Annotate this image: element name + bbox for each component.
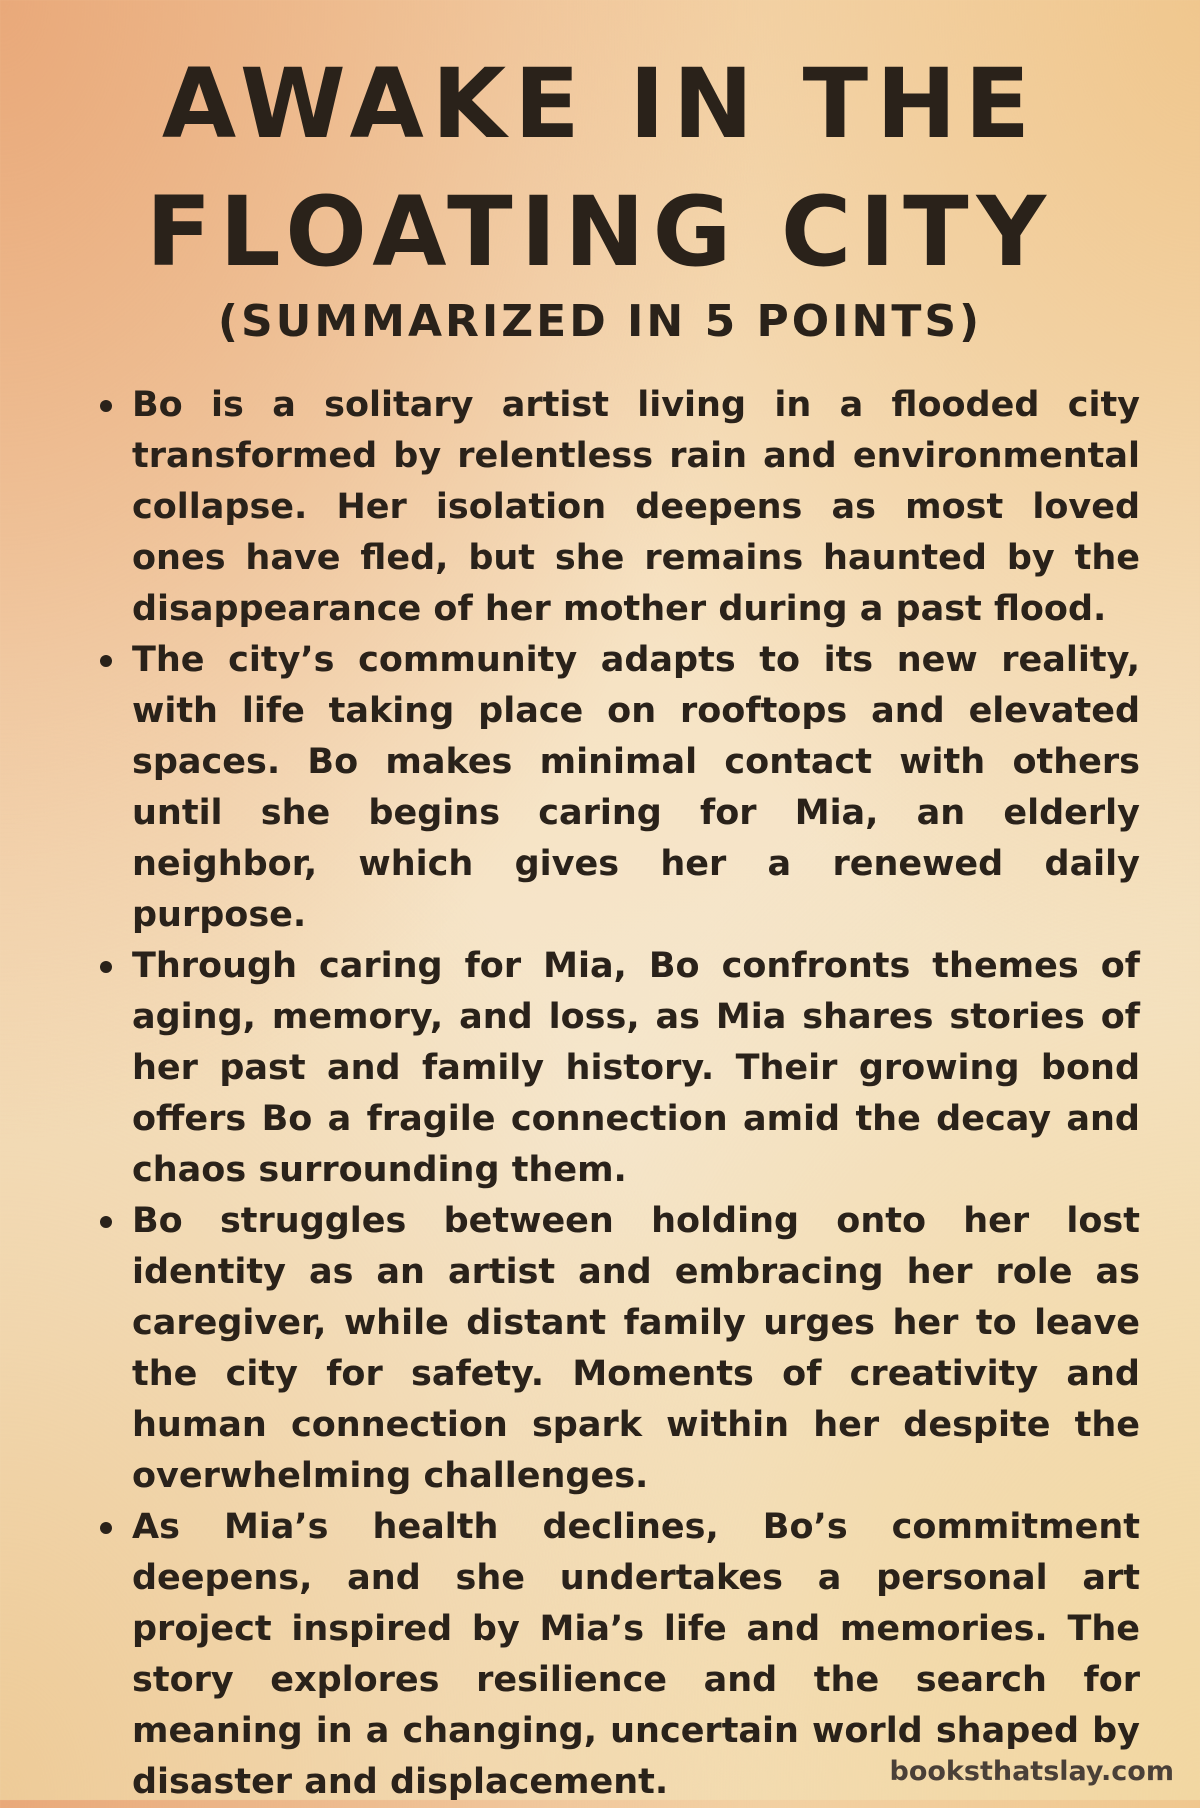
bullet-dot-icon <box>100 1216 112 1228</box>
title-line-2: FLOATING CITY <box>145 176 1055 288</box>
summary-point-text: Bo is a solitary artist living in a flooded city transformed by relentless rain and environmental collapse. Her isolation deepens as most loved ones have fled, but she remains haunted by the disappearance of her mother during a past flood. <box>132 385 1140 629</box>
bullet-dot-icon <box>100 655 112 667</box>
page-title <box>0 40 1200 296</box>
title-line-1: AWAKE IN THE <box>161 48 1039 160</box>
bullet-dot-icon <box>100 400 112 412</box>
summary-point-text: Through caring for Mia, Bo confronts themes of aging, memory, and loss, as Mia shares stories of her past and family history. Their growing bond offers Bo a fragile connection amid the decay and chaos surrounding them. <box>132 946 1140 1190</box>
summary-point-2 <box>96 635 1140 941</box>
bullet-dot-icon <box>100 1522 112 1534</box>
page-subtitle: (SUMMARIZED IN 5 POINTS) <box>217 296 983 347</box>
summary-points-list <box>96 380 1140 1808</box>
summary-point-1 <box>96 380 1140 635</box>
summary-point-text: The city’s community adapts to its new reality, with life taking place on rooftops and elevated spaces. Bo makes minimal contact with others until she begins caring for Mia, an elderly neighbor, which gives her a renewed daily purpose. <box>132 640 1140 935</box>
summary-point-4 <box>96 1196 1140 1502</box>
website-footer: booksthatslay.com <box>889 1756 1174 1787</box>
summary-point-3 <box>96 941 1140 1196</box>
summary-point-text: As Mia’s health declines, Bo’s commitment deepens, and she undertakes a personal art project inspired by Mia’s life and memories. The story explores resilience and the search for meaning in a changing, uncertain world shaped by disaster and displacement. <box>132 1507 1140 1802</box>
bullet-dot-icon <box>100 961 112 973</box>
summary-point-text: Bo struggles between holding onto her lost identity as an artist and embracing her role as caregiver, while distant family urges her to leave the city for safety. Moments of creativity and human connection spark within her despite the overwhelming challenges. <box>132 1201 1140 1496</box>
